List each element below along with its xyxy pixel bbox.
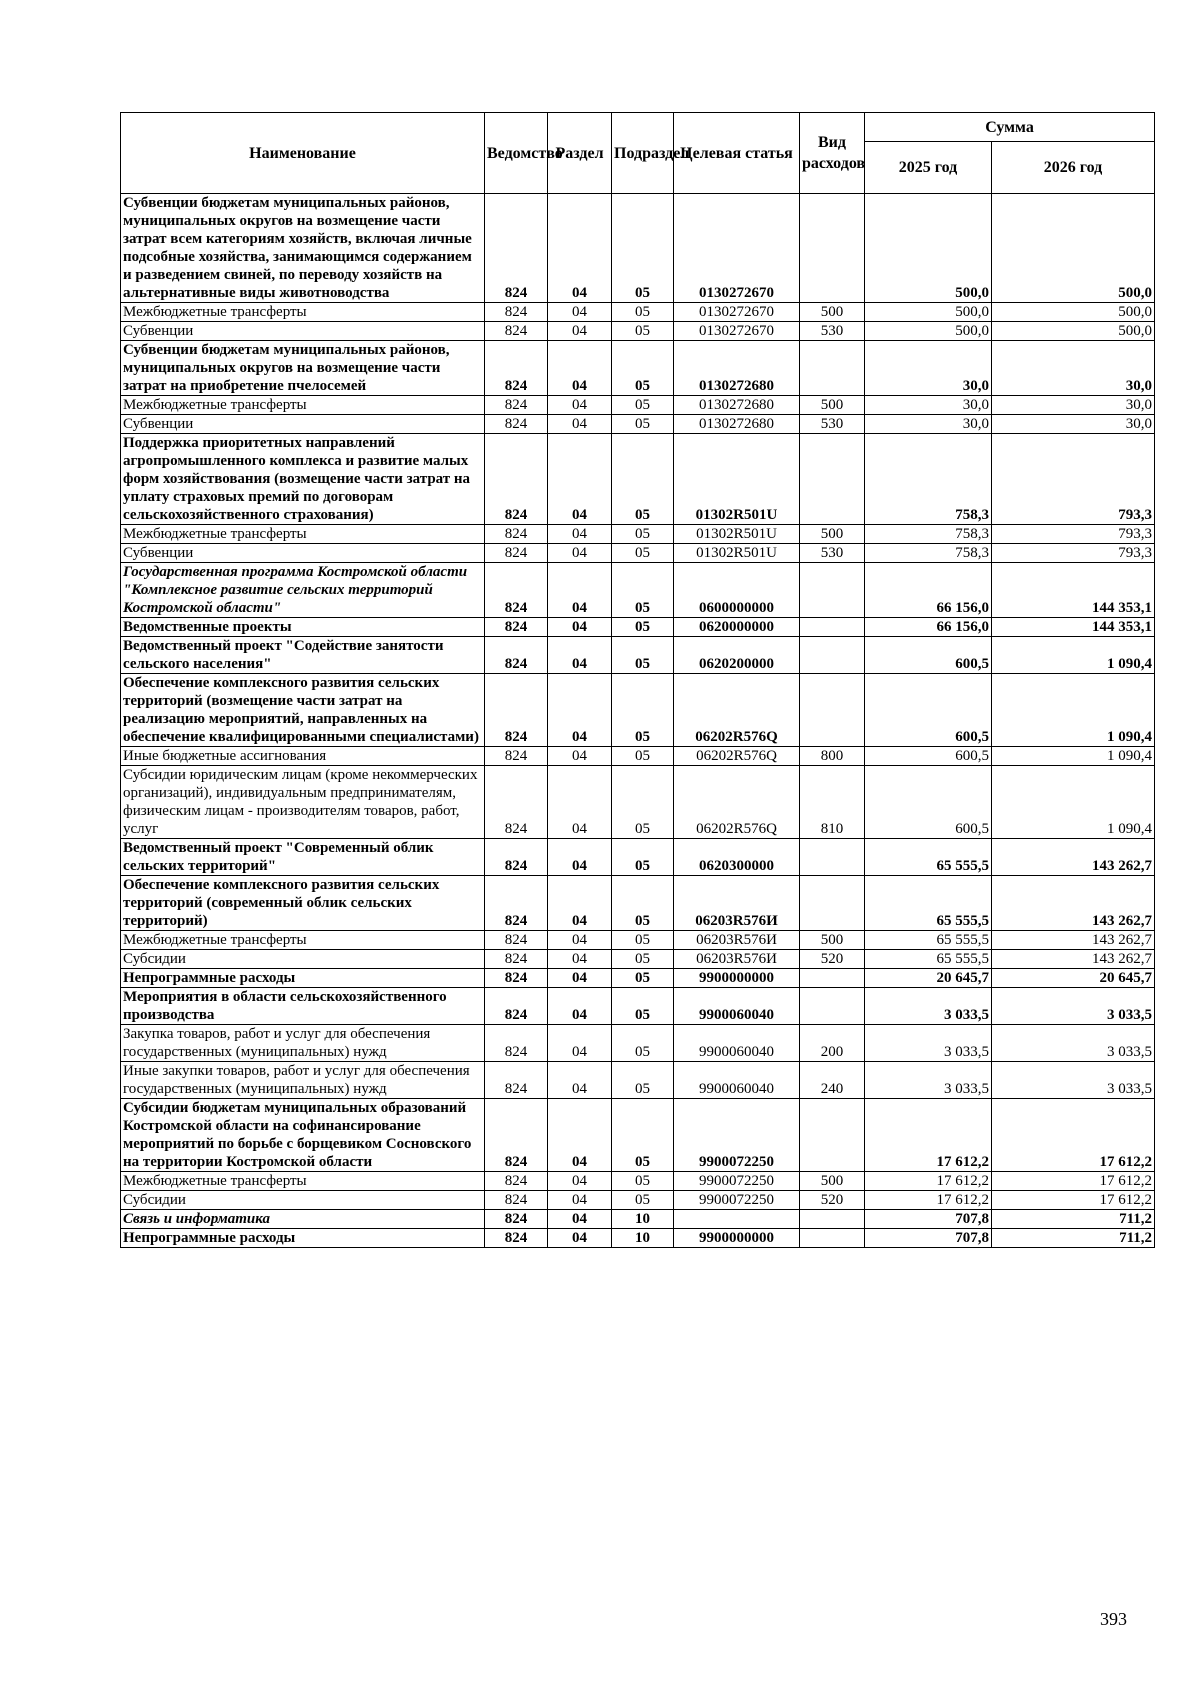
- cell-vid-rashodov: 530: [800, 544, 865, 563]
- header-vid-rashodov: Вид расходов: [800, 113, 865, 194]
- cell-razdel: 04: [548, 544, 612, 563]
- cell-name: Иные закупки товаров, работ и услуг для обеспечения государственных (муниципальных) нужд: [121, 1062, 485, 1099]
- cell-sum-2025: 500,0: [865, 303, 992, 322]
- cell-vedomstvo: 824: [485, 1191, 548, 1210]
- cell-name: Государственная программа Костромской области "Комплексное развитие сельских территорий Костромской области": [121, 563, 485, 618]
- budget-table: [120, 112, 1155, 1248]
- cell-tselevaya-statya: 0620000000: [674, 618, 800, 637]
- cell-name: Межбюджетные трансферты: [121, 1172, 485, 1191]
- table-row: [121, 950, 1155, 969]
- cell-sum-2025: 758,3: [865, 544, 992, 563]
- page-number: 393: [1100, 1609, 1127, 1629]
- cell-razdel: 04: [548, 415, 612, 434]
- cell-razdel: 04: [548, 747, 612, 766]
- cell-sum-2025: 20 645,7: [865, 969, 992, 988]
- cell-sum-2026: 144 353,1: [992, 618, 1155, 637]
- cell-tselevaya-statya: 0600000000: [674, 563, 800, 618]
- cell-sum-2025: 600,5: [865, 766, 992, 839]
- cell-vid-rashodov: 530: [800, 415, 865, 434]
- cell-razdel: 04: [548, 950, 612, 969]
- cell-sum-2025: 66 156,0: [865, 563, 992, 618]
- cell-tselevaya-statya: 0620300000: [674, 839, 800, 876]
- cell-name: Поддержка приоритетных направлений агропромышленного комплекса и развитие малых форм хозяйствования (возмещение части затрат на уплату страховых премий по договорам сельскохозяйственного страхования): [121, 434, 485, 525]
- cell-vedomstvo: 824: [485, 194, 548, 303]
- cell-vedomstvo: 824: [485, 563, 548, 618]
- cell-sum-2025: 17 612,2: [865, 1172, 992, 1191]
- cell-sum-2025: 758,3: [865, 525, 992, 544]
- table-row: [121, 766, 1155, 839]
- table-row: [121, 988, 1155, 1025]
- header-tselevaya-statya: Целевая статья: [674, 113, 800, 194]
- cell-vid-rashodov: 240: [800, 1062, 865, 1099]
- cell-vid-rashodov: [800, 434, 865, 525]
- cell-vid-rashodov: [800, 876, 865, 931]
- cell-name: Обеспечение комплексного развития сельских территорий (возмещение части затрат на реализацию мероприятий, направленных на обеспечение квалифицированными специалистами): [121, 674, 485, 747]
- header-podrazdel: Подраздел: [612, 113, 674, 194]
- cell-podrazdel: 05: [612, 194, 674, 303]
- cell-podrazdel: 05: [612, 969, 674, 988]
- table-row: [121, 544, 1155, 563]
- table-row: [121, 747, 1155, 766]
- cell-sum-2026: 143 262,7: [992, 876, 1155, 931]
- cell-sum-2025: 3 033,5: [865, 1025, 992, 1062]
- table-row: [121, 525, 1155, 544]
- cell-sum-2026: 500,0: [992, 322, 1155, 341]
- table-row: [121, 969, 1155, 988]
- cell-vedomstvo: 824: [485, 544, 548, 563]
- cell-razdel: 04: [548, 525, 612, 544]
- cell-razdel: 04: [548, 1099, 612, 1172]
- cell-name: Связь и информатика: [121, 1210, 485, 1229]
- cell-sum-2025: 707,8: [865, 1229, 992, 1248]
- cell-sum-2026: 17 612,2: [992, 1099, 1155, 1172]
- cell-sum-2026: 711,2: [992, 1210, 1155, 1229]
- cell-vedomstvo: 824: [485, 1062, 548, 1099]
- cell-tselevaya-statya: 0130272680: [674, 341, 800, 396]
- cell-name: Ведомственный проект "Содействие занятости сельского населения": [121, 637, 485, 674]
- cell-razdel: 04: [548, 1191, 612, 1210]
- table-header: [121, 113, 1155, 194]
- header-vedomstvo: Ведомство: [485, 113, 548, 194]
- cell-vedomstvo: 824: [485, 525, 548, 544]
- cell-sum-2025: 65 555,5: [865, 876, 992, 931]
- cell-razdel: 04: [548, 839, 612, 876]
- cell-vedomstvo: 824: [485, 637, 548, 674]
- table-row: [121, 839, 1155, 876]
- cell-podrazdel: 05: [612, 1099, 674, 1172]
- cell-name: Субвенции: [121, 322, 485, 341]
- cell-sum-2025: 3 033,5: [865, 988, 992, 1025]
- cell-tselevaya-statya: 01302R501U: [674, 434, 800, 525]
- cell-sum-2025: 66 156,0: [865, 618, 992, 637]
- cell-vid-rashodov: [800, 839, 865, 876]
- cell-vid-rashodov: 530: [800, 322, 865, 341]
- cell-vid-rashodov: 500: [800, 1172, 865, 1191]
- table-row: [121, 1062, 1155, 1099]
- table-row: [121, 396, 1155, 415]
- cell-sum-2026: 143 262,7: [992, 839, 1155, 876]
- cell-razdel: 04: [548, 396, 612, 415]
- cell-tselevaya-statya: 06202R576Q: [674, 747, 800, 766]
- cell-vedomstvo: 824: [485, 415, 548, 434]
- cell-name: Межбюджетные трансферты: [121, 303, 485, 322]
- cell-vid-rashodov: [800, 637, 865, 674]
- cell-vid-rashodov: [800, 988, 865, 1025]
- cell-podrazdel: 05: [612, 1062, 674, 1099]
- cell-vedomstvo: 824: [485, 434, 548, 525]
- cell-tselevaya-statya: 9900060040: [674, 1062, 800, 1099]
- cell-tselevaya-statya: 06203R576И: [674, 876, 800, 931]
- cell-podrazdel: 05: [612, 1025, 674, 1062]
- cell-sum-2026: 793,3: [992, 525, 1155, 544]
- cell-vid-rashodov: 800: [800, 747, 865, 766]
- cell-razdel: 04: [548, 1172, 612, 1191]
- cell-podrazdel: 05: [612, 525, 674, 544]
- cell-vedomstvo: 824: [485, 396, 548, 415]
- cell-tselevaya-statya: 01302R501U: [674, 544, 800, 563]
- header-year-2025: 2025 год: [865, 142, 992, 194]
- cell-sum-2026: 1 090,4: [992, 637, 1155, 674]
- cell-sum-2026: 793,3: [992, 434, 1155, 525]
- table-row: [121, 415, 1155, 434]
- cell-name: Межбюджетные трансферты: [121, 525, 485, 544]
- cell-vedomstvo: 824: [485, 969, 548, 988]
- cell-tselevaya-statya: 0130272670: [674, 322, 800, 341]
- cell-tselevaya-statya: 0130272680: [674, 396, 800, 415]
- cell-sum-2026: 30,0: [992, 396, 1155, 415]
- cell-tselevaya-statya: 9900072250: [674, 1191, 800, 1210]
- cell-podrazdel: 05: [612, 876, 674, 931]
- cell-vid-rashodov: [800, 563, 865, 618]
- table-row: [121, 931, 1155, 950]
- cell-podrazdel: 05: [612, 563, 674, 618]
- cell-razdel: 04: [548, 766, 612, 839]
- cell-vedomstvo: 824: [485, 1210, 548, 1229]
- cell-vid-rashodov: 500: [800, 396, 865, 415]
- cell-vedomstvo: 824: [485, 931, 548, 950]
- cell-tselevaya-statya: 0130272680: [674, 415, 800, 434]
- cell-razdel: 04: [548, 969, 612, 988]
- cell-vedomstvo: 824: [485, 988, 548, 1025]
- cell-podrazdel: 10: [612, 1210, 674, 1229]
- cell-razdel: 04: [548, 322, 612, 341]
- cell-vid-rashodov: 500: [800, 931, 865, 950]
- document-page: [120, 112, 1154, 1248]
- cell-vedomstvo: 824: [485, 303, 548, 322]
- cell-name: Субсидии: [121, 1191, 485, 1210]
- cell-sum-2025: 600,5: [865, 637, 992, 674]
- cell-sum-2025: 30,0: [865, 396, 992, 415]
- cell-razdel: 04: [548, 988, 612, 1025]
- cell-vid-rashodov: [800, 618, 865, 637]
- cell-tselevaya-statya: 06203R576И: [674, 950, 800, 969]
- cell-name: Закупка товаров, работ и услуг для обеспечения государственных (муниципальных) нужд: [121, 1025, 485, 1062]
- cell-name: Субсидии: [121, 950, 485, 969]
- cell-razdel: 04: [548, 1025, 612, 1062]
- table-body: [121, 194, 1155, 1248]
- cell-sum-2026: 3 033,5: [992, 1062, 1155, 1099]
- cell-vedomstvo: 824: [485, 1172, 548, 1191]
- cell-sum-2025: 30,0: [865, 415, 992, 434]
- table-row: [121, 194, 1155, 303]
- cell-name: Ведомственные проекты: [121, 618, 485, 637]
- cell-podrazdel: 05: [612, 988, 674, 1025]
- cell-podrazdel: 05: [612, 303, 674, 322]
- cell-razdel: 04: [548, 194, 612, 303]
- cell-vedomstvo: 824: [485, 839, 548, 876]
- cell-podrazdel: 05: [612, 674, 674, 747]
- cell-podrazdel: 05: [612, 434, 674, 525]
- cell-podrazdel: 05: [612, 931, 674, 950]
- header-summa: Сумма: [865, 113, 1155, 142]
- cell-tselevaya-statya: 06202R576Q: [674, 674, 800, 747]
- cell-vedomstvo: 824: [485, 1099, 548, 1172]
- cell-podrazdel: 05: [612, 1172, 674, 1191]
- table-row: [121, 1229, 1155, 1248]
- cell-name: Мероприятия в области сельскохозяйственного производства: [121, 988, 485, 1025]
- cell-vid-rashodov: [800, 1210, 865, 1229]
- cell-sum-2025: 3 033,5: [865, 1062, 992, 1099]
- table-row: [121, 1191, 1155, 1210]
- cell-vid-rashodov: 200: [800, 1025, 865, 1062]
- cell-tselevaya-statya: 9900000000: [674, 969, 800, 988]
- cell-sum-2026: 17 612,2: [992, 1172, 1155, 1191]
- table-row: [121, 322, 1155, 341]
- cell-tselevaya-statya: 9900072250: [674, 1172, 800, 1191]
- cell-sum-2025: 600,5: [865, 747, 992, 766]
- cell-podrazdel: 05: [612, 544, 674, 563]
- cell-vedomstvo: 824: [485, 766, 548, 839]
- cell-podrazdel: 05: [612, 839, 674, 876]
- cell-razdel: 04: [548, 637, 612, 674]
- cell-razdel: 04: [548, 876, 612, 931]
- header-name: Наименование: [121, 113, 485, 194]
- table-row: [121, 1210, 1155, 1229]
- cell-razdel: 04: [548, 1062, 612, 1099]
- cell-sum-2026: 30,0: [992, 415, 1155, 434]
- cell-sum-2026: 711,2: [992, 1229, 1155, 1248]
- cell-vedomstvo: 824: [485, 950, 548, 969]
- cell-tselevaya-statya: 9900060040: [674, 1025, 800, 1062]
- cell-vid-rashodov: 810: [800, 766, 865, 839]
- table-row: [121, 637, 1155, 674]
- header-razdel: Раздел: [548, 113, 612, 194]
- cell-vid-rashodov: [800, 341, 865, 396]
- cell-tselevaya-statya: 06203R576И: [674, 931, 800, 950]
- cell-razdel: 04: [548, 1210, 612, 1229]
- cell-razdel: 04: [548, 563, 612, 618]
- cell-podrazdel: 05: [612, 618, 674, 637]
- cell-vedomstvo: 824: [485, 341, 548, 396]
- cell-vedomstvo: 824: [485, 747, 548, 766]
- cell-vid-rashodov: [800, 1099, 865, 1172]
- table-row: [121, 1025, 1155, 1062]
- table-row: [121, 341, 1155, 396]
- cell-sum-2025: 600,5: [865, 674, 992, 747]
- table-row: [121, 1172, 1155, 1191]
- cell-podrazdel: 05: [612, 637, 674, 674]
- cell-name: Непрограммные расходы: [121, 969, 485, 988]
- cell-sum-2025: 65 555,5: [865, 931, 992, 950]
- header-year-2026: 2026 год: [992, 142, 1155, 194]
- cell-sum-2025: 758,3: [865, 434, 992, 525]
- cell-tselevaya-statya: 9900000000: [674, 1229, 800, 1248]
- table-row: [121, 563, 1155, 618]
- cell-podrazdel: 10: [612, 1229, 674, 1248]
- cell-sum-2025: 65 555,5: [865, 950, 992, 969]
- cell-podrazdel: 05: [612, 341, 674, 396]
- table-row: [121, 1099, 1155, 1172]
- cell-tselevaya-statya: 9900072250: [674, 1099, 800, 1172]
- cell-sum-2026: 30,0: [992, 341, 1155, 396]
- cell-tselevaya-statya: 9900060040: [674, 988, 800, 1025]
- cell-podrazdel: 05: [612, 950, 674, 969]
- cell-tselevaya-statya: 0130272670: [674, 194, 800, 303]
- cell-razdel: 04: [548, 341, 612, 396]
- cell-sum-2026: 144 353,1: [992, 563, 1155, 618]
- cell-sum-2026: 20 645,7: [992, 969, 1155, 988]
- cell-vid-rashodov: 500: [800, 525, 865, 544]
- cell-vedomstvo: 824: [485, 1025, 548, 1062]
- cell-podrazdel: 05: [612, 322, 674, 341]
- cell-podrazdel: 05: [612, 396, 674, 415]
- cell-podrazdel: 05: [612, 415, 674, 434]
- cell-vid-rashodov: [800, 194, 865, 303]
- cell-sum-2026: 500,0: [992, 303, 1155, 322]
- cell-name: Обеспечение комплексного развития сельских территорий (современный облик сельских территорий): [121, 876, 485, 931]
- cell-sum-2026: 3 033,5: [992, 1025, 1155, 1062]
- cell-razdel: 04: [548, 434, 612, 525]
- cell-sum-2026: 1 090,4: [992, 747, 1155, 766]
- cell-name: Субвенции: [121, 544, 485, 563]
- cell-name: Субсидии юридическим лицам (кроме некоммерческих организаций), индивидуальным предпринимателям, физическим лицам - производителям товаров, работ, услуг: [121, 766, 485, 839]
- table-row: [121, 674, 1155, 747]
- table-row: [121, 303, 1155, 322]
- cell-vid-rashodov: 500: [800, 303, 865, 322]
- table-row: [121, 618, 1155, 637]
- cell-sum-2025: 500,0: [865, 322, 992, 341]
- cell-tselevaya-statya: 0130272670: [674, 303, 800, 322]
- cell-name: Непрограммные расходы: [121, 1229, 485, 1248]
- cell-sum-2026: 3 033,5: [992, 988, 1155, 1025]
- table-row: [121, 876, 1155, 931]
- cell-vid-rashodov: [800, 969, 865, 988]
- cell-podrazdel: 05: [612, 1191, 674, 1210]
- cell-name: Субсидии бюджетам муниципальных образований Костромской области на софинансирование мероприятий по борьбе с борщевиком Сосновского на территории Костромской области: [121, 1099, 485, 1172]
- cell-tselevaya-statya: 0620200000: [674, 637, 800, 674]
- cell-tselevaya-statya: [674, 1210, 800, 1229]
- cell-sum-2025: 707,8: [865, 1210, 992, 1229]
- cell-sum-2026: 143 262,7: [992, 950, 1155, 969]
- cell-name: Межбюджетные трансферты: [121, 931, 485, 950]
- cell-vedomstvo: 824: [485, 674, 548, 747]
- cell-name: Ведомственный проект "Современный облик сельских территорий": [121, 839, 485, 876]
- cell-vedomstvo: 824: [485, 876, 548, 931]
- cell-vedomstvo: 824: [485, 618, 548, 637]
- cell-sum-2025: 17 612,2: [865, 1191, 992, 1210]
- cell-sum-2026: 17 612,2: [992, 1191, 1155, 1210]
- cell-razdel: 04: [548, 1229, 612, 1248]
- cell-name: Межбюджетные трансферты: [121, 396, 485, 415]
- cell-vedomstvo: 824: [485, 322, 548, 341]
- cell-vid-rashodov: 520: [800, 1191, 865, 1210]
- cell-razdel: 04: [548, 931, 612, 950]
- cell-podrazdel: 05: [612, 747, 674, 766]
- cell-tselevaya-statya: 06202R576Q: [674, 766, 800, 839]
- cell-vid-rashodov: 520: [800, 950, 865, 969]
- cell-sum-2026: 1 090,4: [992, 766, 1155, 839]
- cell-razdel: 04: [548, 618, 612, 637]
- cell-name: Иные бюджетные ассигнования: [121, 747, 485, 766]
- cell-sum-2026: 500,0: [992, 194, 1155, 303]
- cell-sum-2026: 143 262,7: [992, 931, 1155, 950]
- cell-sum-2025: 65 555,5: [865, 839, 992, 876]
- cell-vid-rashodov: [800, 1229, 865, 1248]
- cell-name: Субвенции: [121, 415, 485, 434]
- cell-name: Субвенции бюджетам муниципальных районов, муниципальных округов на возмещение части затрат всем категориям хозяйств, включая личные подсобные хозяйства, занимающимся содержанием и разведением свиней, по переводу хозяйств на альтернативные виды животноводства: [121, 194, 485, 303]
- cell-vedomstvo: 824: [485, 1229, 548, 1248]
- cell-vid-rashodov: [800, 674, 865, 747]
- cell-sum-2026: 1 090,4: [992, 674, 1155, 747]
- cell-sum-2025: 500,0: [865, 194, 992, 303]
- cell-name: Субвенции бюджетам муниципальных районов, муниципальных округов на возмещение части затрат на приобретение пчелосемей: [121, 341, 485, 396]
- cell-sum-2026: 793,3: [992, 544, 1155, 563]
- cell-sum-2025: 30,0: [865, 341, 992, 396]
- cell-razdel: 04: [548, 303, 612, 322]
- table-row: [121, 434, 1155, 525]
- cell-sum-2025: 17 612,2: [865, 1099, 992, 1172]
- cell-razdel: 04: [548, 674, 612, 747]
- cell-podrazdel: 05: [612, 766, 674, 839]
- cell-tselevaya-statya: 01302R501U: [674, 525, 800, 544]
